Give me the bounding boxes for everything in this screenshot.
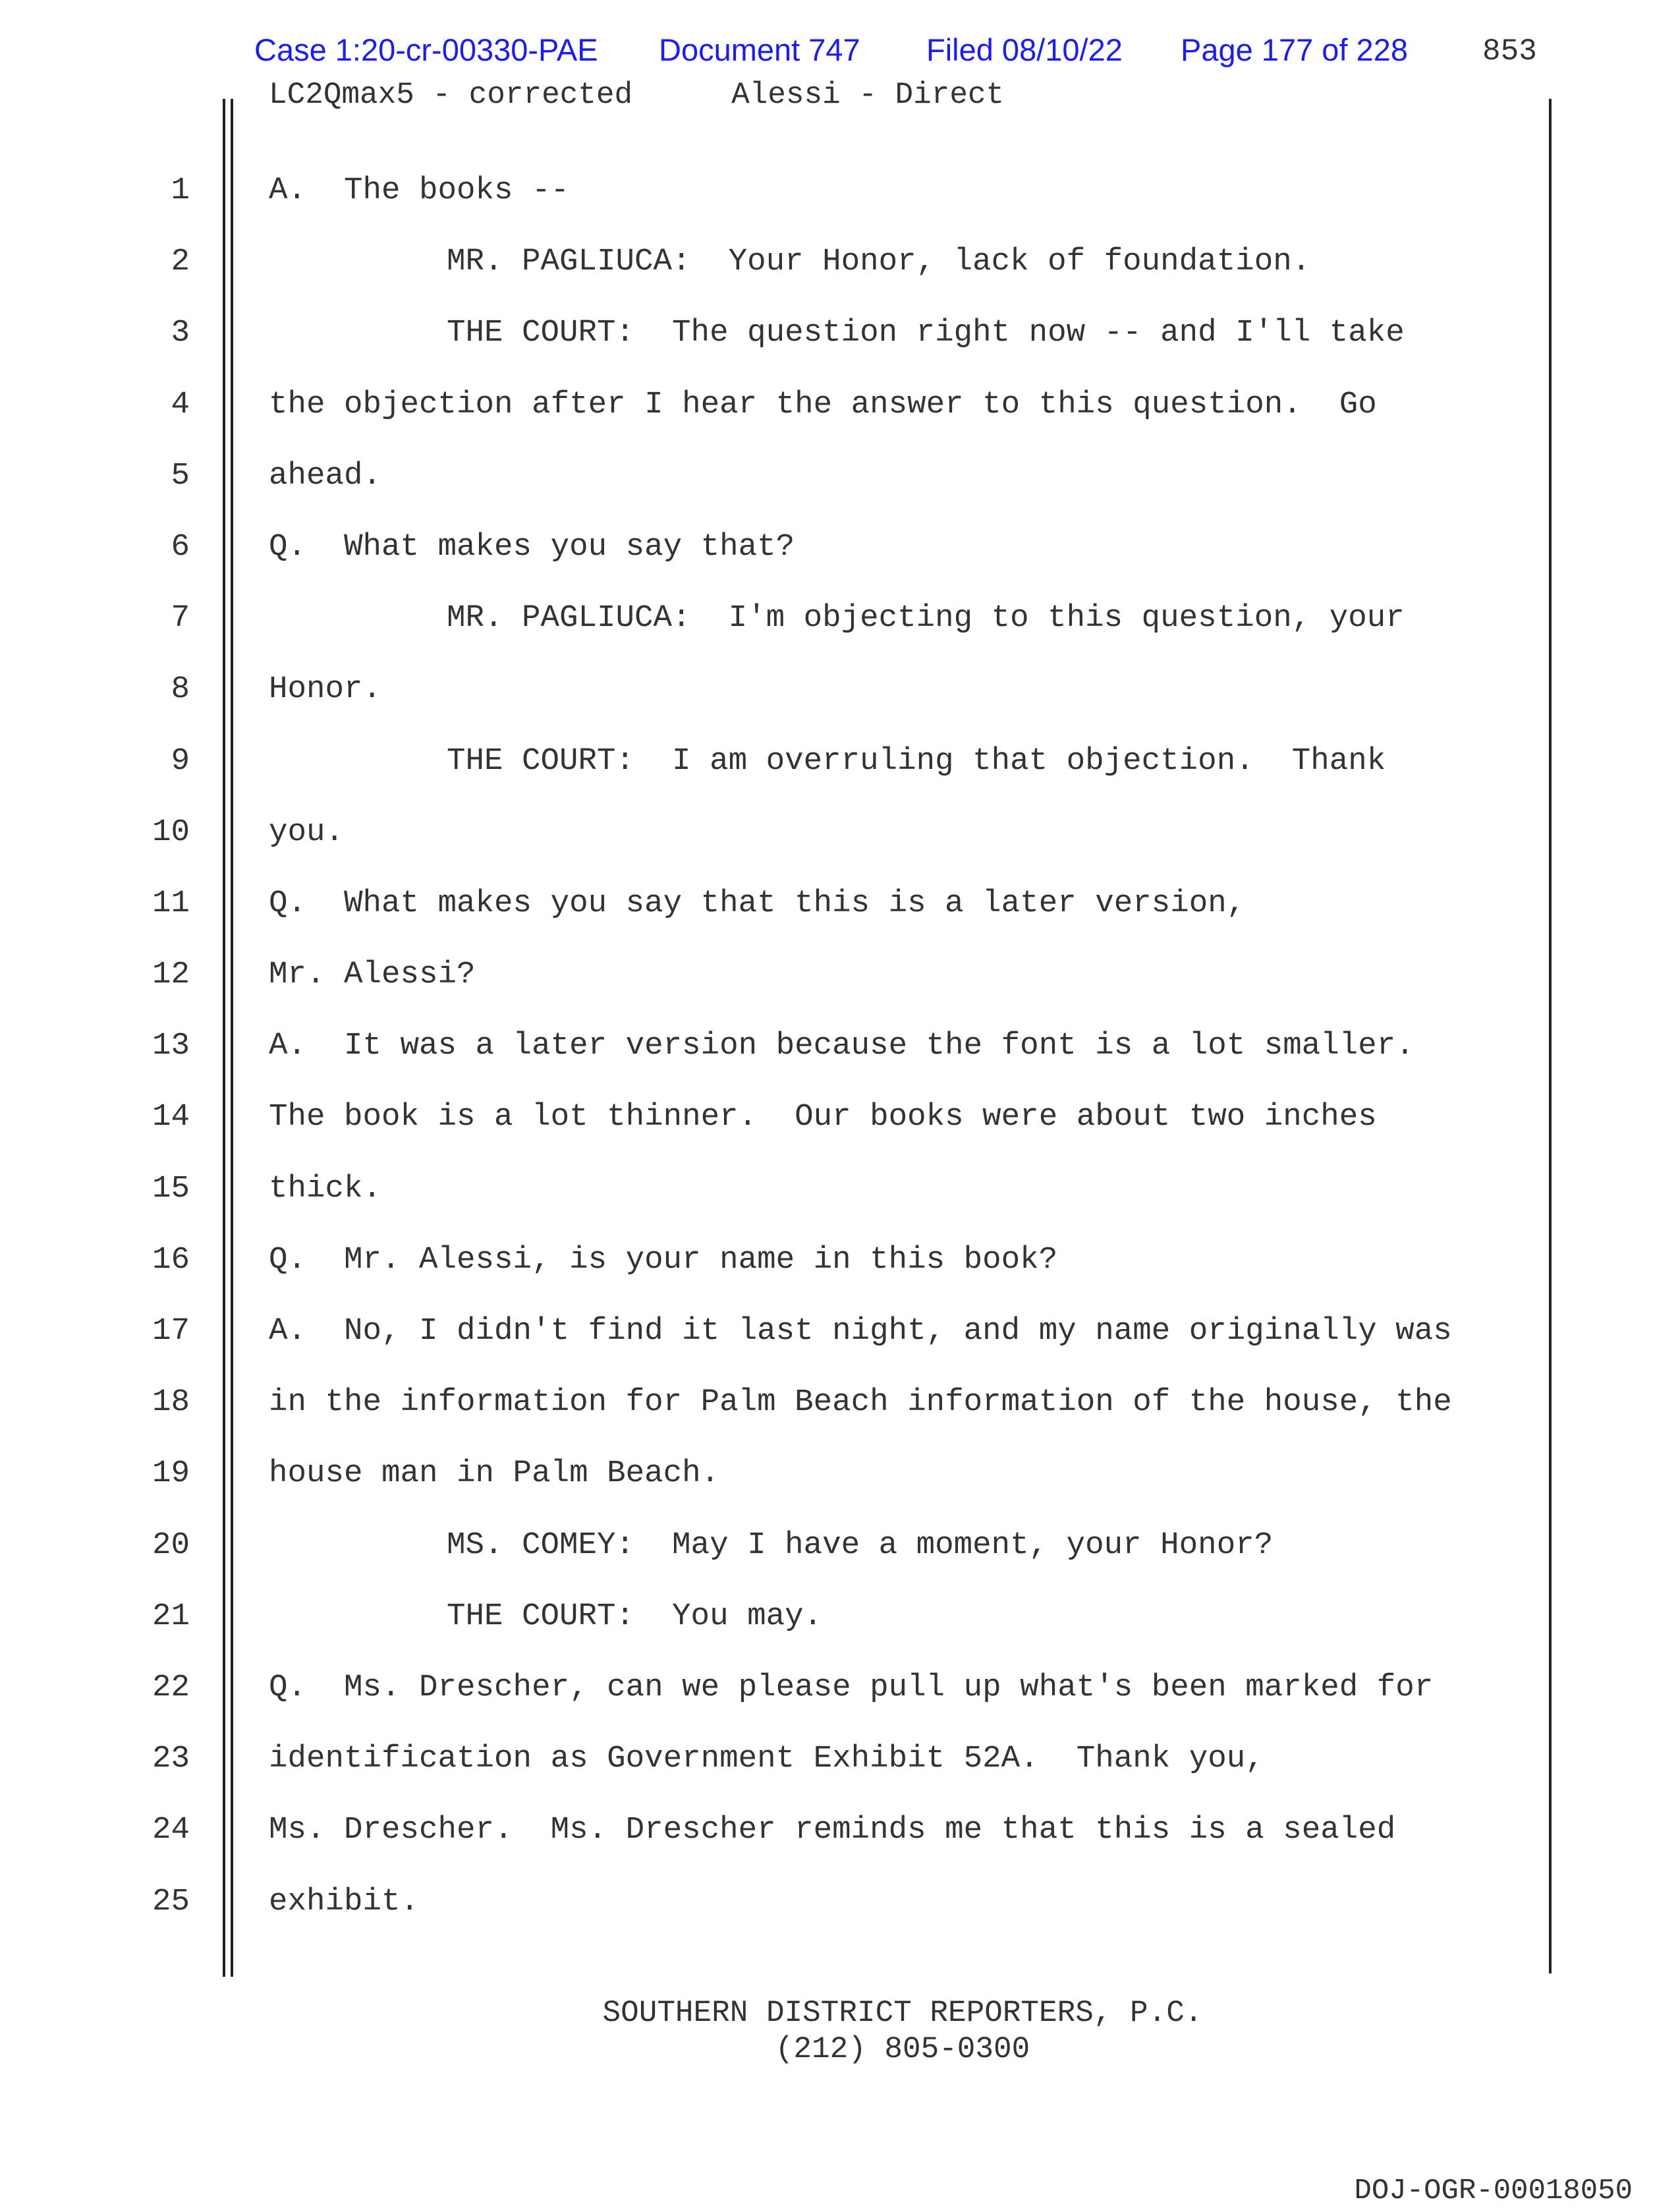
line-number: 9 <box>171 743 190 779</box>
line-number: 11 <box>152 885 190 921</box>
transcript-line <box>0 1812 1680 1883</box>
transcript-line <box>0 315 1680 386</box>
transcript-line <box>0 1884 1680 1955</box>
running-head-left: LC2Qmax5 - corrected <box>269 78 633 112</box>
line-number: 8 <box>171 671 190 708</box>
line-number: 6 <box>171 528 190 565</box>
transcript-line <box>0 743 1680 814</box>
line-text: Q. What makes you say that this is a later version, <box>269 885 1246 921</box>
transcript-line <box>0 814 1680 886</box>
transcript-line <box>0 1670 1680 1741</box>
transcript-line <box>0 1313 1680 1384</box>
transcript-line <box>0 458 1680 529</box>
line-text: the objection after I hear the answer to this question. Go <box>269 386 1377 422</box>
running-head <box>269 78 1004 112</box>
line-text: thick. <box>269 1170 382 1206</box>
transcript-line <box>0 671 1680 743</box>
case-number: Case 1:20-cr-00330-PAE <box>254 32 598 67</box>
line-text: A. It was a later version because the font is a lot smaller. <box>269 1028 1414 1064</box>
line-number: 12 <box>152 957 190 993</box>
line-text: Q. Mr. Alessi, is your name in this book? <box>269 1241 1058 1278</box>
filed-date: Filed 08/10/22 <box>926 32 1123 67</box>
line-text: THE COURT: You may. <box>447 1598 823 1634</box>
line-text: identification as Government Exhibit 52A. Thank you, <box>269 1741 1264 1777</box>
transcript-line <box>0 244 1680 315</box>
line-number: 19 <box>152 1456 190 1492</box>
line-number: 22 <box>152 1669 190 1705</box>
line-text: house man in Palm Beach. <box>269 1456 720 1492</box>
transcript-line <box>0 1171 1680 1242</box>
transcript-line <box>0 1028 1680 1099</box>
line-text: MS. COMEY: May I have a moment, your Honor? <box>447 1527 1274 1563</box>
transcript-line <box>0 1741 1680 1812</box>
line-number: 7 <box>171 600 190 637</box>
line-number: 2 <box>171 244 190 280</box>
line-text: MR. PAGLIUCA: Your Honor, lack of foundation. <box>447 244 1311 280</box>
filing-header <box>254 32 1470 71</box>
transcript-line <box>0 1242 1680 1313</box>
line-number: 23 <box>152 1741 190 1777</box>
line-text: A. The books -- <box>269 173 570 208</box>
running-head-right: Alessi - Direct <box>731 78 1005 112</box>
line-number: 13 <box>152 1028 190 1064</box>
line-text: exhibit. <box>269 1883 420 1919</box>
line-number: 4 <box>171 386 190 422</box>
transcript-line <box>0 957 1680 1028</box>
reporter-phone: (212) 805-0300 <box>775 2032 1030 2066</box>
line-number: 20 <box>152 1527 190 1563</box>
line-text: Mr. Alessi? <box>269 957 476 993</box>
transcript-line <box>0 529 1680 600</box>
line-number: 10 <box>152 814 190 850</box>
transcript-line <box>0 886 1680 957</box>
transcript-line <box>0 1384 1680 1456</box>
document-number: Document 747 <box>659 32 860 67</box>
line-text: THE COURT: I am overruling that objection. Thank <box>447 743 1386 779</box>
line-text: in the information for Palm Beach information of the house, the <box>269 1384 1452 1421</box>
line-text: MR. PAGLIUCA: I'm objecting to this question, your <box>447 600 1405 637</box>
line-text: Ms. Drescher. Ms. Drescher reminds me that this is a sealed <box>269 1812 1396 1848</box>
line-number: 18 <box>152 1384 190 1421</box>
line-text: THE COURT: The question right now -- and I'll take <box>447 315 1405 351</box>
transcript-line <box>0 1527 1680 1599</box>
line-number: 14 <box>152 1099 190 1135</box>
transcript-page-number: 853 <box>1482 34 1537 69</box>
transcript-line <box>0 387 1680 458</box>
line-number: 3 <box>171 315 190 351</box>
line-number: 21 <box>152 1598 190 1634</box>
page-of-total: Page 177 of 228 <box>1181 32 1408 67</box>
line-text: ahead. <box>269 457 382 494</box>
reporter-name: SOUTHERN DISTRICT REPORTERS, P.C. <box>602 1996 1203 2030</box>
reporter-footer <box>0 1995 1680 2068</box>
transcript-body <box>0 173 1680 1955</box>
line-text: A. No, I didn't find it last night, and my name originally was <box>269 1313 1452 1349</box>
line-number: 25 <box>152 1883 190 1919</box>
line-text: Q. What makes you say that? <box>269 528 795 565</box>
line-number: 17 <box>152 1313 190 1349</box>
transcript-line <box>0 1456 1680 1527</box>
line-text: The book is a lot thinner. Our books were about two inches <box>269 1099 1377 1135</box>
transcript-line <box>0 1599 1680 1670</box>
bates-number: DOJ-OGR-00018050 <box>1354 2174 1633 2207</box>
line-number: 16 <box>152 1241 190 1278</box>
line-number: 15 <box>152 1170 190 1206</box>
line-text: Q. Ms. Drescher, can we please pull up what's been marked for <box>269 1669 1434 1705</box>
line-number: 5 <box>171 457 190 494</box>
transcript-line <box>0 1099 1680 1170</box>
line-number: 1 <box>171 173 190 208</box>
line-number: 24 <box>152 1812 190 1848</box>
transcript-line <box>0 173 1680 244</box>
transcript-line <box>0 600 1680 671</box>
line-text: Honor. <box>269 671 382 708</box>
line-text: you. <box>269 814 345 850</box>
